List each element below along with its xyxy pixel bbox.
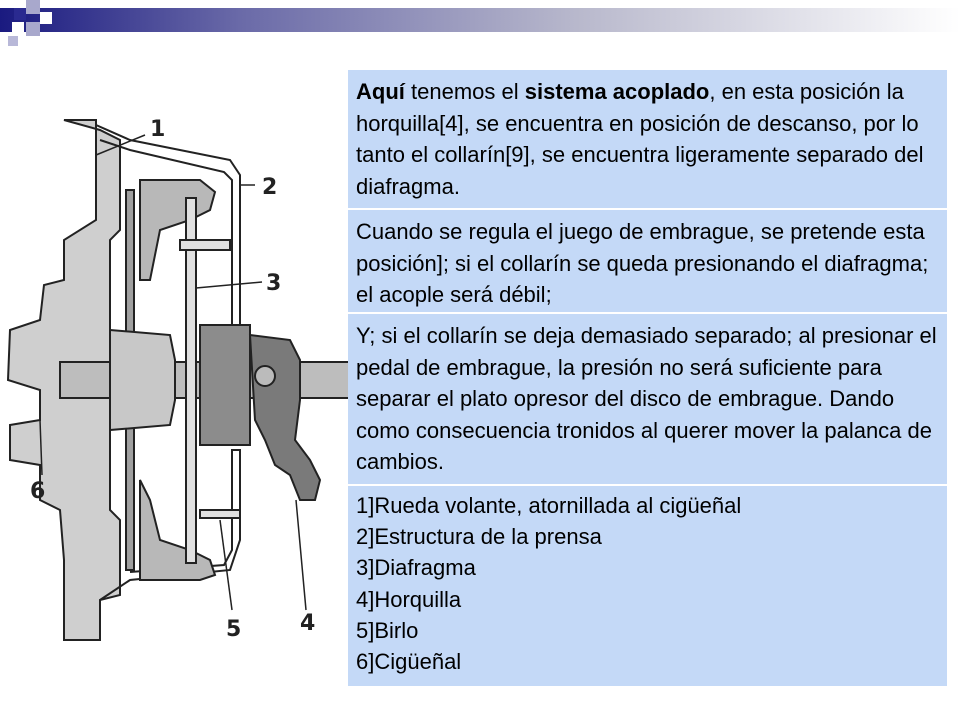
label-2: 2 bbox=[262, 175, 278, 200]
bolt-top bbox=[180, 240, 230, 250]
fork-pivot bbox=[255, 366, 275, 386]
panel-system-coupled bbox=[348, 70, 947, 208]
hub bbox=[110, 330, 175, 430]
bolt-bottom bbox=[200, 510, 240, 518]
legend-item: 6]Cigüeñal bbox=[356, 649, 462, 675]
bold-text: Aquí bbox=[356, 79, 405, 104]
legend-item: 1]Rueda volante, atornillada al cigüeñal bbox=[356, 493, 742, 518]
accent-square bbox=[26, 22, 40, 36]
panel-collar-separation bbox=[348, 314, 947, 484]
release-bearing bbox=[200, 325, 250, 445]
panel-clutch-play bbox=[348, 210, 947, 312]
accent-square bbox=[14, 8, 26, 20]
diaphragm bbox=[186, 198, 196, 563]
header-gradient-bar bbox=[0, 8, 960, 32]
paragraph bbox=[356, 76, 939, 202]
pressure-plate-bottom bbox=[140, 480, 215, 580]
paragraph: Y; si el collarín se deja demasiado separado; al presionar el pedal de embrague, la presión no será suficiente para separar el plato opresor del disco de embrague. Dando como consecuencia tronidos al querer mover la palanca de cambios. bbox=[356, 323, 937, 474]
label-3: 3 bbox=[266, 271, 282, 296]
legend-item: 3]Diafragma bbox=[356, 555, 476, 581]
accent-square bbox=[26, 0, 40, 14]
paragraph: Cuando se regula el juego de embrague, se pretende esta posición]; si el collarín se queda presionando el diafragma; el acople será débil; bbox=[356, 219, 929, 307]
text-run: , en esta posición la horquilla[4], se encuentra en posición de descanso, por lo tanto el collarín[9], se encuentra ligeramente separado del diafragma. bbox=[356, 79, 924, 199]
label-4: 4 bbox=[300, 611, 316, 636]
accent-square bbox=[8, 36, 18, 46]
text-run: tenemos el bbox=[404, 79, 525, 104]
label-5: 5 bbox=[226, 617, 242, 642]
label-6: 6 bbox=[30, 479, 46, 504]
label-1: 1 bbox=[150, 117, 166, 142]
accent-square bbox=[40, 12, 52, 24]
accent-square bbox=[12, 22, 24, 34]
legend-item: 2]Estructura de la prensa bbox=[356, 524, 602, 550]
legend-item: 5]Birlo bbox=[356, 617, 419, 643]
legend-item: 4]Horquilla bbox=[356, 586, 462, 612]
release-fork bbox=[250, 335, 320, 500]
pressure-plate-top bbox=[140, 180, 215, 280]
bold-text: sistema acoplado bbox=[524, 79, 710, 104]
clutch-diagram bbox=[0, 80, 350, 660]
panel-legend bbox=[348, 486, 947, 686]
